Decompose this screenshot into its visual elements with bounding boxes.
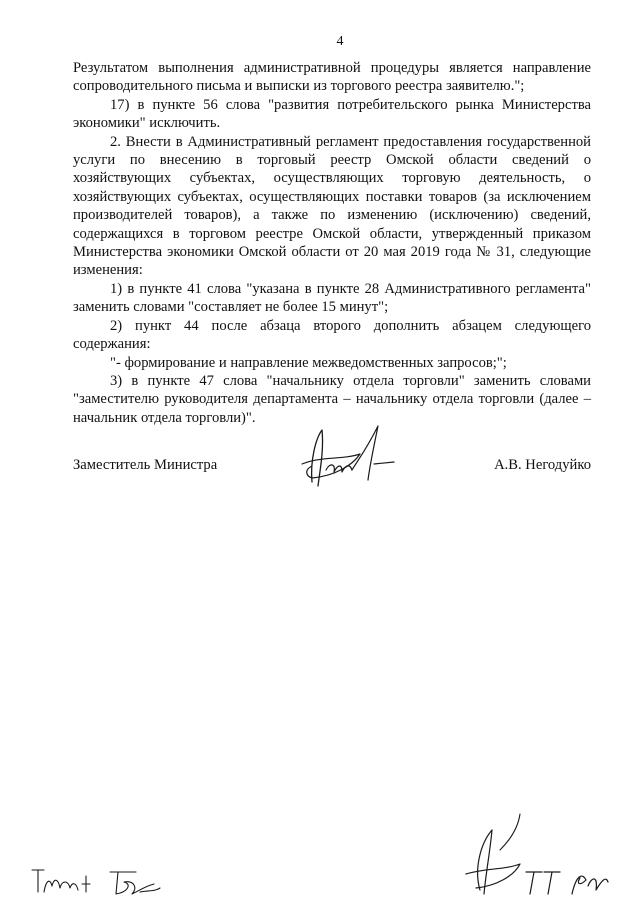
paragraph-item-2: 2) пункт 44 после абзаца второго дополнить абзацем следующего содержания:: [73, 317, 591, 353]
signatory-name: А.В. Негодуйко: [494, 457, 591, 473]
paragraph-item-3: 3) в пункте 47 слова "начальнику отдела торговли" заменить словами "заместителю руководителя департамента – начальнику отдела торговли (далее – начальник отдела торговли)".: [73, 372, 591, 426]
paragraph-item-17: 17) в пункте 56 слова "развития потребительского рынка Министерства экономики" исключить.: [73, 96, 591, 132]
paragraph-section-2: 2. Внести в Административный регламент предоставления государственной услуги по внесению в торговый реестр Омской области сведений о хозяйствующих субъектах, осуществляющих торговую деятельность, о хозяйствующих субъектах, осуществляющих поставки товаров (за исключением производителей товаров), а также по изменению (исключению) сведений, содержащихся в торговом реестре Омской области, утвержденный приказом Министерства экономики Омской области от 20 мая 2019 года № 31, следующие изменения:: [73, 133, 591, 279]
signatory-role: Заместитель Министра: [73, 457, 218, 473]
approval-initials-left: [28, 862, 198, 902]
page-number: 4: [336, 34, 344, 49]
paragraph-result: Результатом выполнения административной процедуры является направление сопроводительного письма и выписки из торгового реестра заявителю.";: [73, 60, 591, 95]
document-body: [73, 59, 591, 427]
paragraph-quote: "- формирование и направление межведомственных запросов;";: [110, 354, 507, 371]
approval-initials-right: [430, 810, 610, 900]
handwritten-signature: [282, 420, 402, 500]
paragraph-item-1: 1) в пункте 41 слова "указана в пункте 28 Административного регламента" заменить словами "составляет не более 15 минут";: [73, 280, 591, 316]
